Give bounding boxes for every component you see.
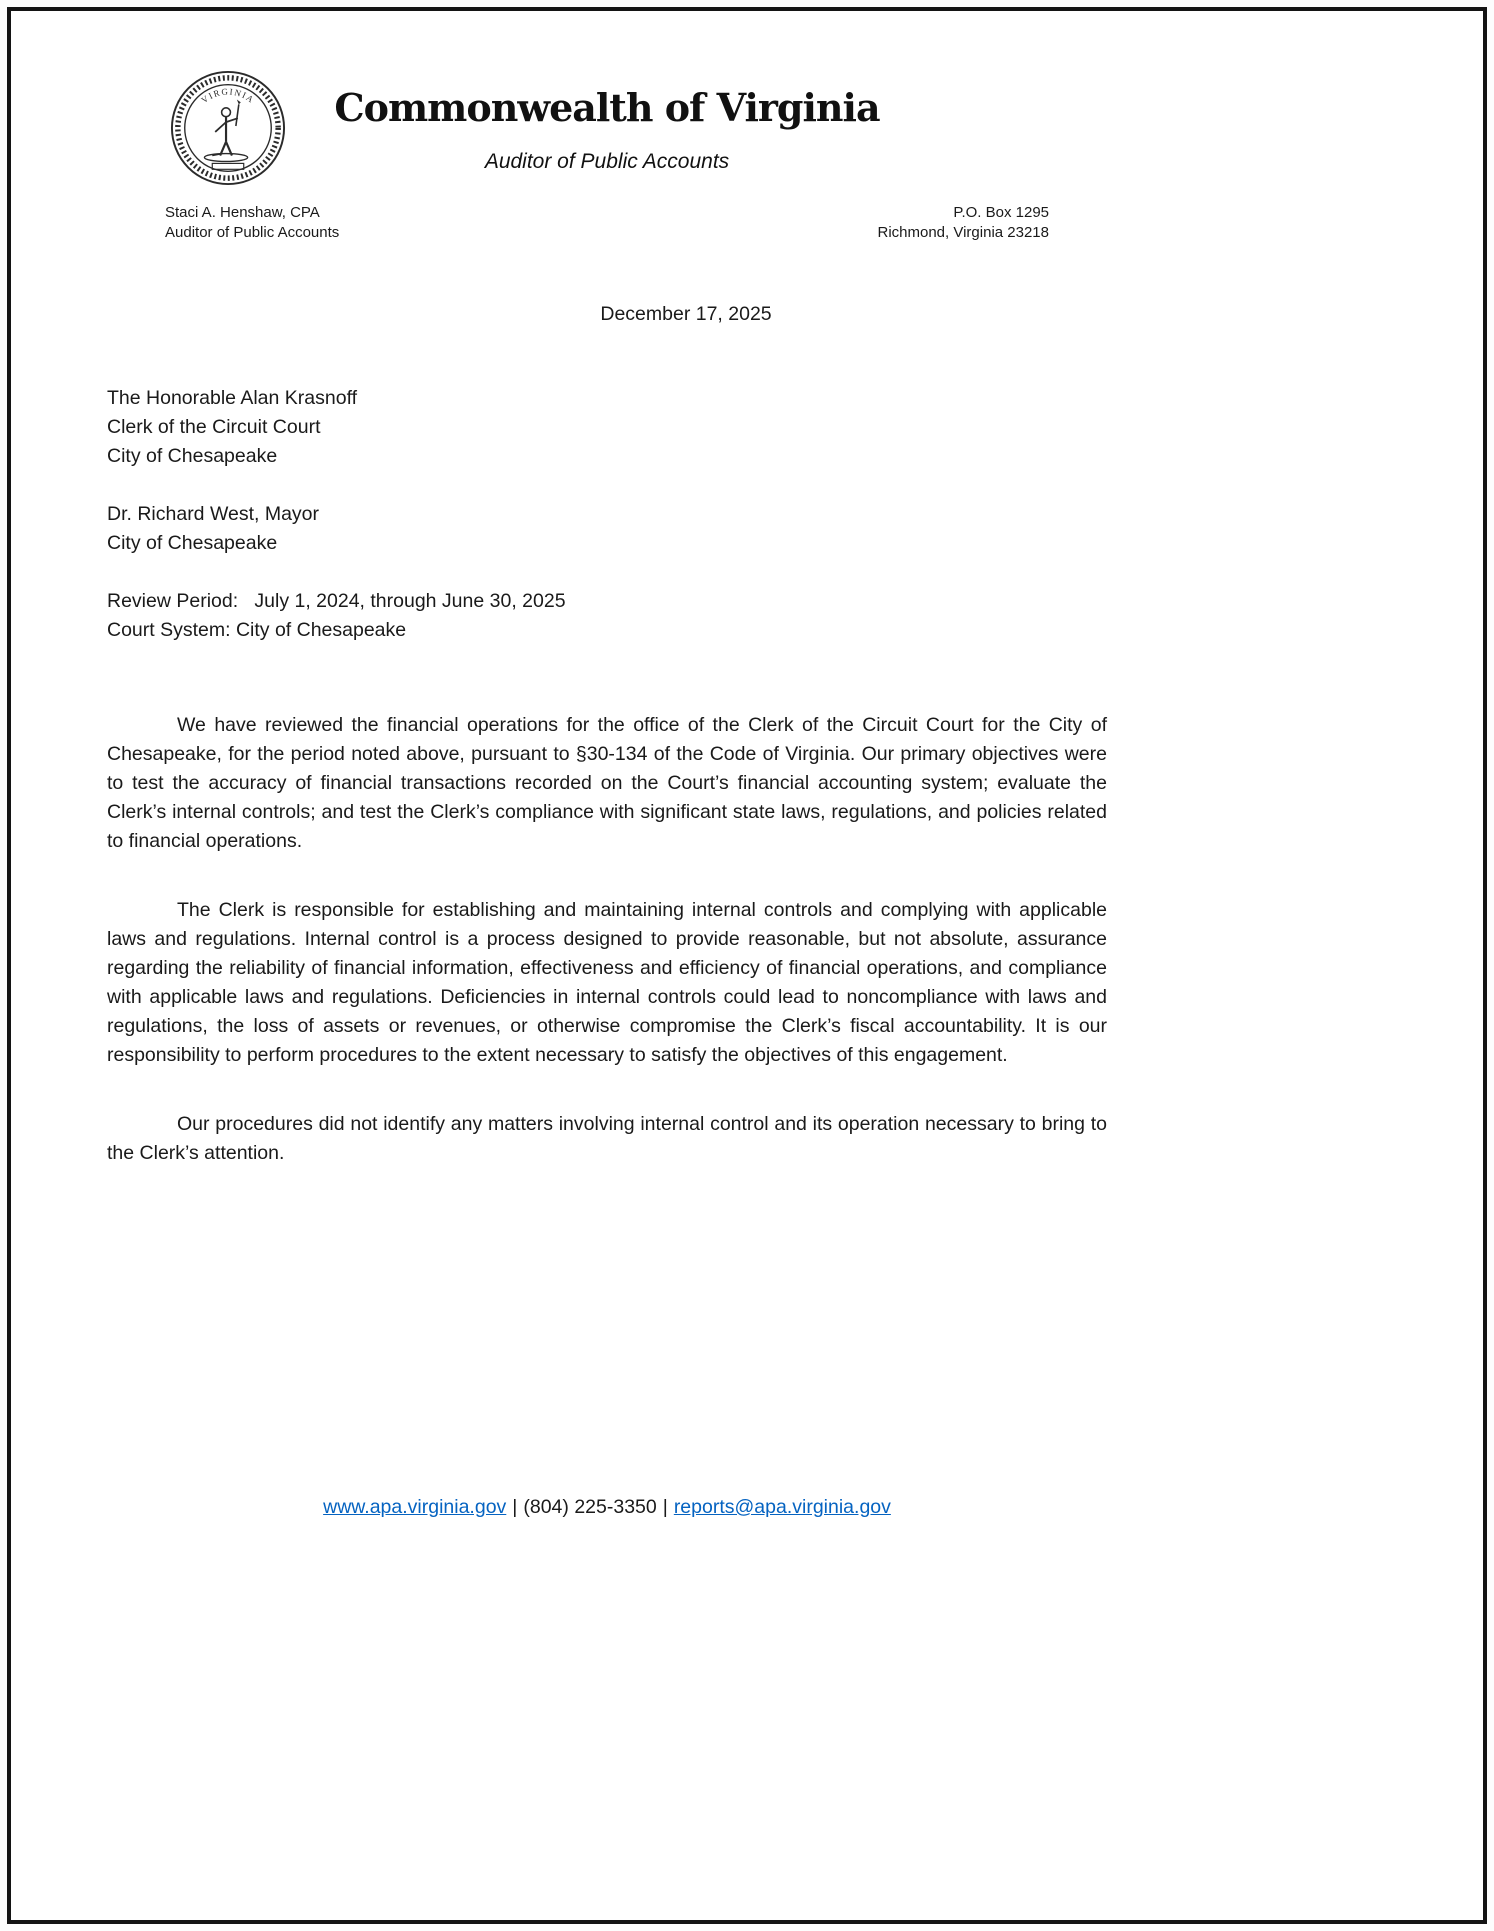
auditor-name: Staci A. Henshaw, CPA	[165, 204, 320, 221]
review-period-line: Review Period: July 1, 2024, through June 30, 2025	[107, 590, 566, 612]
recipient-line: The Honorable Alan Krasnoff	[107, 387, 358, 409]
auditor-name-block	[165, 203, 339, 243]
body-paragraph-3: Our procedures did not identify any matters involving internal control and its operation necessary to bring to the Clerk’s attention.	[107, 1113, 1107, 1164]
footer-separator: |	[512, 1496, 518, 1518]
recipient-line: City of Chesapeake	[107, 532, 278, 554]
letter-date: December 17, 2025	[600, 303, 772, 325]
virginia-seal-icon	[169, 69, 287, 187]
email-link[interactable]: reports@apa.virginia.gov	[673, 1496, 891, 1518]
org-title: Commonwealth of Virginia	[334, 85, 880, 130]
office-address-block	[878, 203, 1050, 243]
recipient-block-2	[107, 500, 1107, 558]
review-info-block	[107, 587, 1107, 645]
court-system-line: Court System: City of Chesapeake	[107, 619, 407, 641]
org-subtitle: Auditor of Public Accounts	[484, 150, 730, 173]
recipient-line: Dr. Richard West, Mayor	[107, 503, 320, 525]
address-section	[107, 384, 1107, 645]
letter-footer	[107, 1496, 1107, 1519]
recipient-line: Clerk of the Circuit Court	[107, 416, 321, 438]
po-box: P.O. Box 1295	[953, 204, 1049, 221]
letterhead	[107, 69, 1107, 191]
body-paragraph-1: We have reviewed the financial operations for the office of the Clerk of the Circuit Court for the City of Chesapeake, for the period noted above, pursuant to §30-134 of the Code of Virginia. Our primary objectives were to test the accuracy of financial transactions recorded on the Court’s financial accounting system; evaluate the Clerk’s internal controls; and test the Clerk’s compliance with significant state laws, regulations, and policies related to financial operations.	[107, 714, 1107, 852]
recipient-line: City of Chesapeake	[107, 445, 278, 467]
recipient-block-1	[107, 384, 1107, 471]
phone-number: (804) 225-3350	[523, 1496, 657, 1518]
body-paragraph-2: The Clerk is responsible for establishing and maintaining internal controls and complying with applicable laws and regulations. Internal control is a process designed to provide reasonable, but not absolute, assurance regarding the reliability of financial information, effectiveness and efficiency of financial operations, and compliance with applicable laws and regulations. Deficiencies in internal controls could lead to noncompliance with laws and regulations, the loss of assets or revenues, or otherwise compromise the Clerk’s fiscal accountability. It is our responsibility to perform procedures to the extent necessary to satisfy the objectives of this engagement.	[107, 899, 1107, 1066]
letter-body	[107, 711, 1107, 1168]
website-link[interactable]: www.apa.virginia.gov	[323, 1496, 507, 1518]
auditor-title: Auditor of Public Accounts	[165, 224, 340, 241]
letterhead-contacts	[107, 203, 1107, 243]
city-state-zip: Richmond, Virginia 23218	[877, 224, 1049, 241]
letter-page	[7, 7, 1487, 1924]
seal-text: VIRGINIA	[199, 86, 257, 106]
footer-separator: |	[662, 1496, 668, 1518]
